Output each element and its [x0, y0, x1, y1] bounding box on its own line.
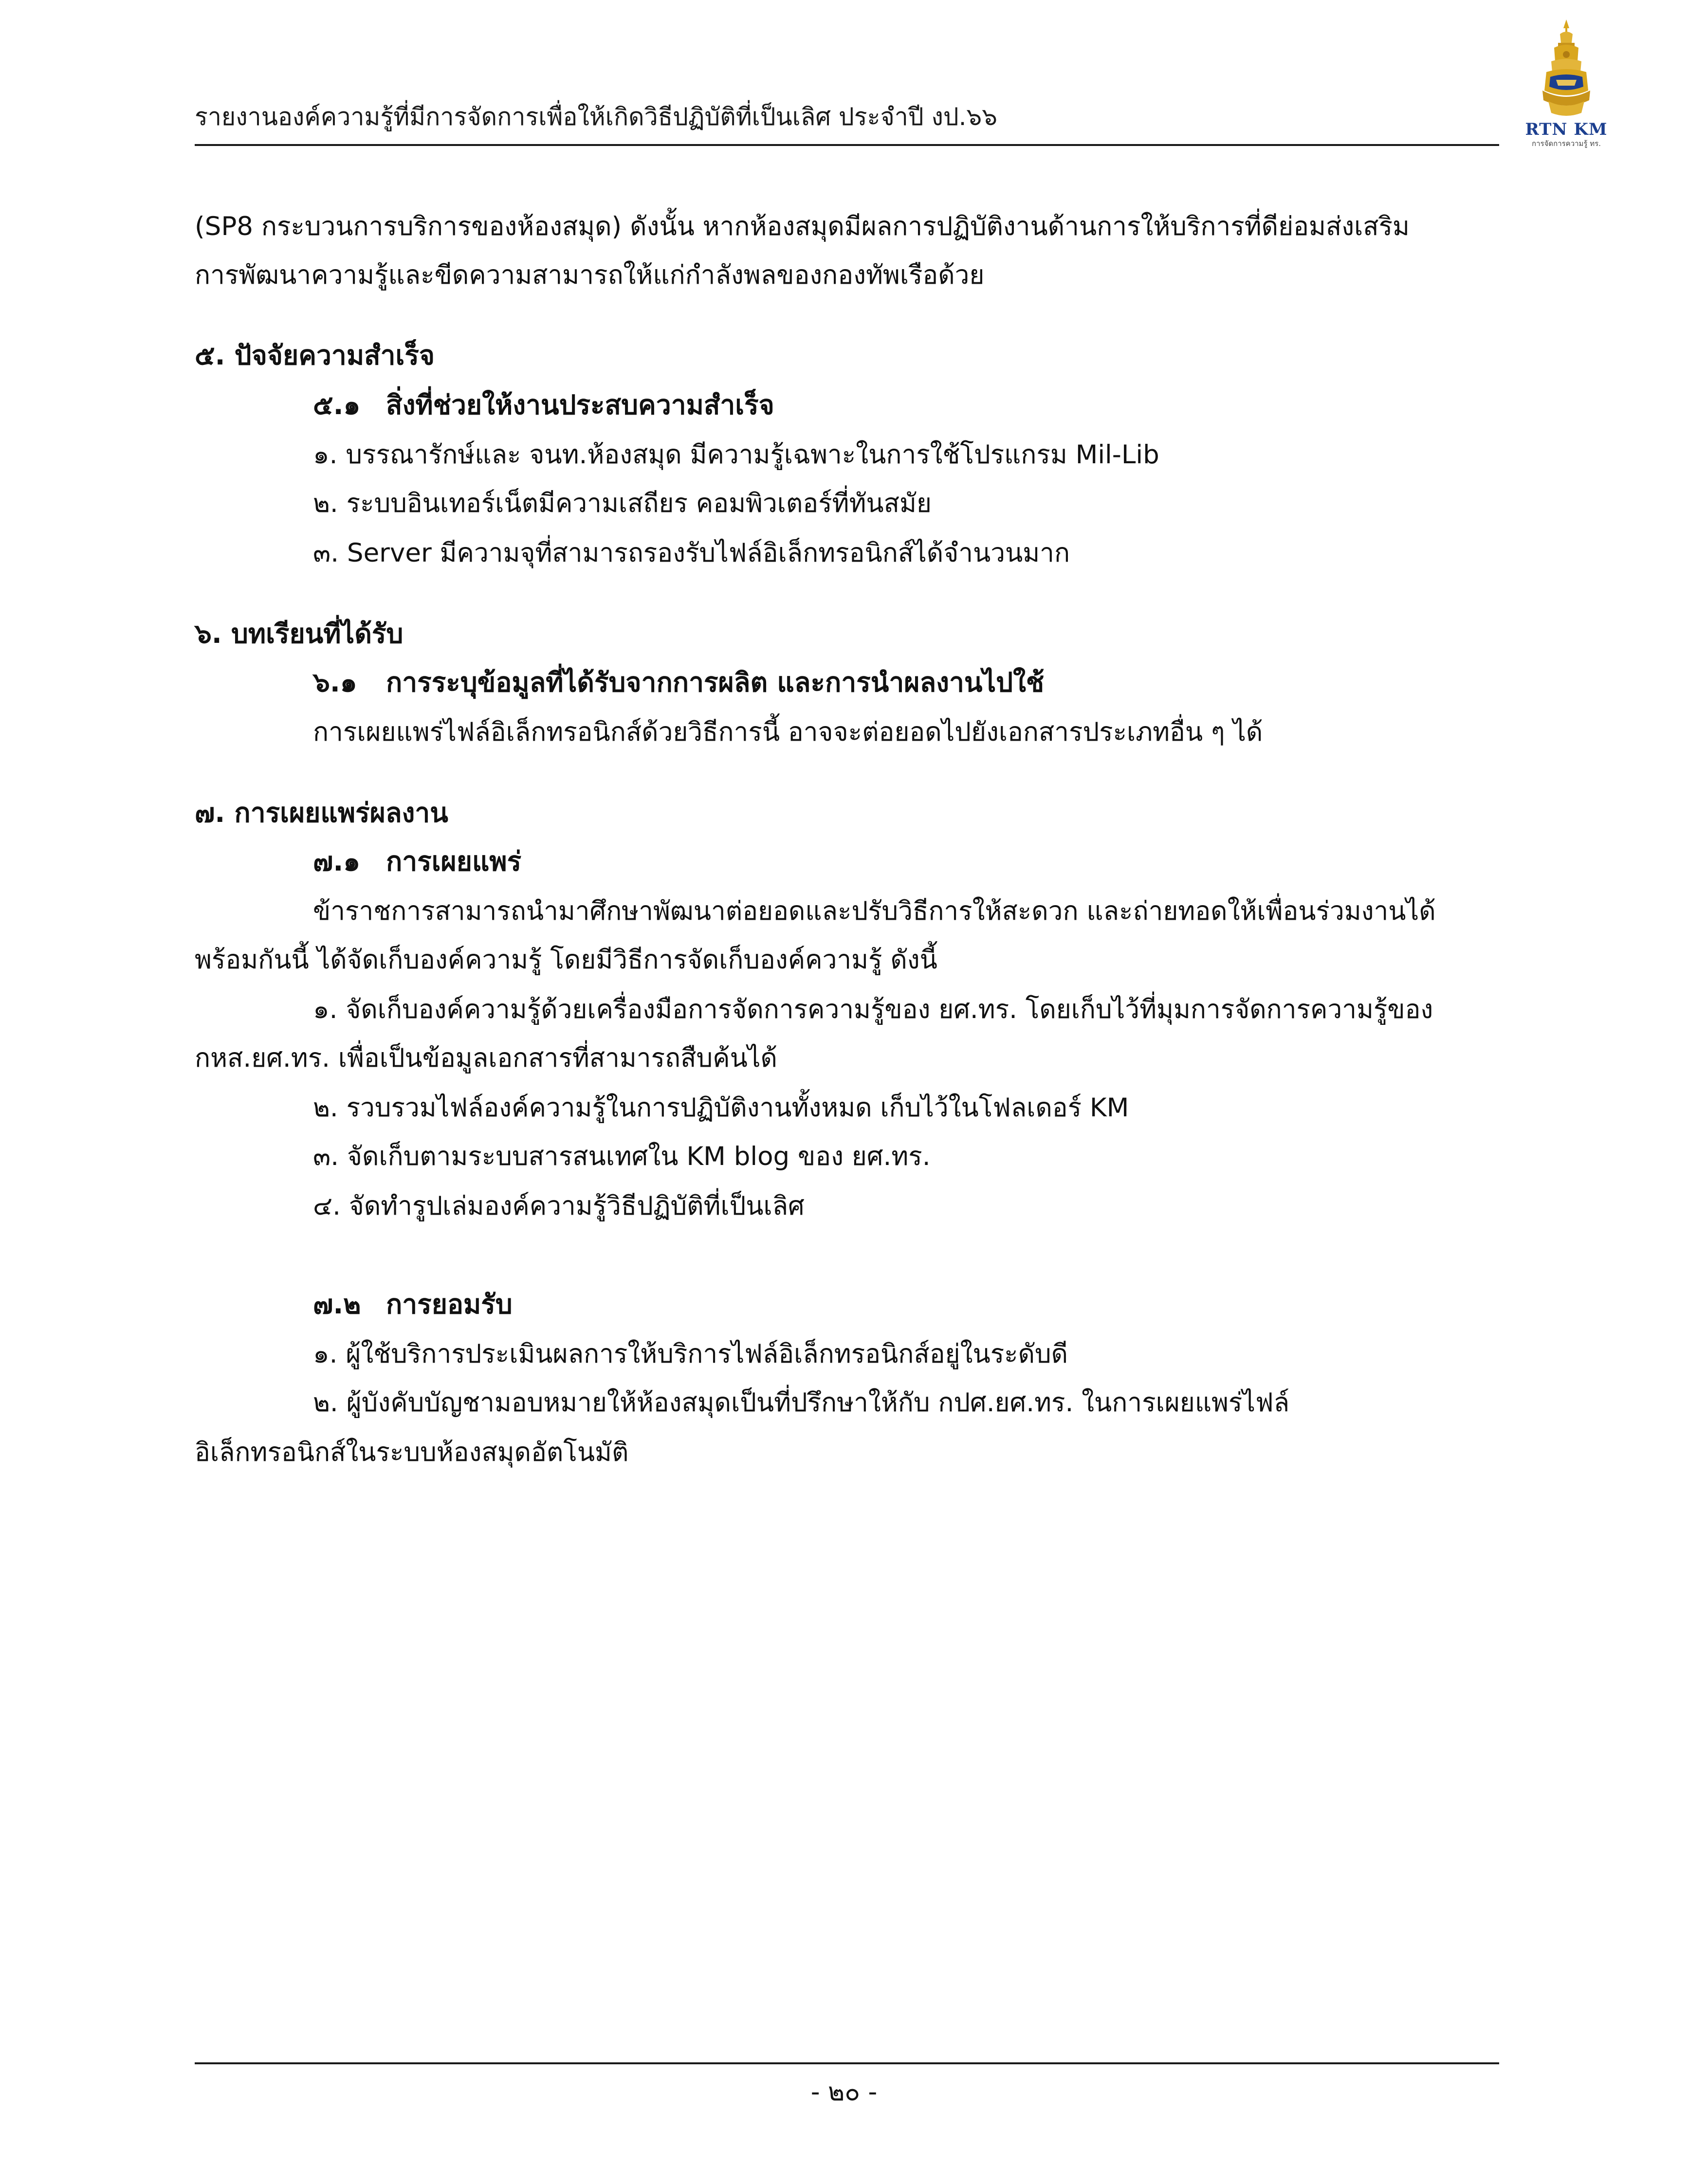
section-7-para-line-2: พร้อมกันนี้ ได้จัดเก็บองค์ความรู้ โดยมีวิธีการจัดเก็บองค์ความรู้ ดังนี้ [195, 945, 937, 975]
section-5-1-number: ๕.๑ [313, 389, 361, 420]
section-7-item-1-line-1: ๑. จัดเก็บองค์ความรู้ด้วยเครื่องมือการจัดการความรู้ของ ยศ.ทร. โดยเก็บไว้ที่มุมการจัดการความรู้ของ [313, 995, 1433, 1024]
header-divider [195, 144, 1499, 146]
section-5-1-heading [313, 387, 774, 423]
section-7-2-title: การยอมรับ [386, 1289, 513, 1320]
section-5-item-2: ๒. ระบบอินเทอร์เน็ตมีความเสถียร คอมพิวเตอร์ที่ทันสมัย [313, 489, 932, 518]
section-7-1-heading [313, 843, 521, 880]
section-5-item-1: ๑. บรรณารักษ์และ จนท.ห้องสมุด มีความรู้เฉพาะในการใช้โปรแกรม Mil-Lib [313, 440, 1159, 470]
acceptance-item-1: ๑. ผู้ใช้บริการประเมินผลการให้บริการไฟล์อิเล็กทรอนิกส์อยู่ในระดับดี [313, 1339, 1068, 1369]
section-7-item-4: ๔. จัดทำรูปเล่มองค์ความรู้วิธีปฏิบัติที่เป็นเลิศ [313, 1191, 805, 1221]
rtn-km-logo [1518, 18, 1615, 148]
section-7-item-3: ๓. จัดเก็บตามระบบสารสนเทศใน KM blog ของ ยศ.ทร. [313, 1142, 931, 1171]
section-6-1-heading [313, 664, 1044, 701]
section-7-2-number: ๗.๒ [313, 1289, 361, 1320]
acceptance-item-2-line-1: ๒. ผู้บังคับบัญชามอบหมายให้ห้องสมุดเป็นที่ปรึกษาให้กับ กปศ.ยศ.ทร. ในการเผยแพร่ไฟล์ [313, 1388, 1290, 1418]
section-7-heading: ๗. การเผยแพร่ผลงาน [195, 797, 448, 828]
section-5-1-title: สิ่งที่ช่วยให้งานประสบความสำเร็จ [386, 389, 774, 420]
logo-subtext: การจัดการความรู้ ทร. [1532, 139, 1601, 148]
section-7-item-2: ๒. รวบรวมไฟล์องค์ความรู้ในการปฏิบัติงานทั้งหมด เก็บไว้ในโฟลเดอร์ KM [313, 1093, 1129, 1123]
section-5-item-3: ๓. Server มีความจุที่สามารถรองรับไฟล์อิเล็กทรอนิกส์ได้จำนวนมาก [313, 538, 1070, 568]
intro-line-2: การพัฒนาความรู้และขีดความสามารถให้แก่กำลังพลของกองทัพเรือด้วย [195, 260, 985, 290]
logo-text: RTN KM [1525, 120, 1608, 139]
section-7-para-line-1: ข้าราชการสามารถนำมาศึกษาพัฒนาต่อยอดและปรับวิธีการให้สะดวก และถ่ายทอดให้เพื่อนร่วมงานได้ [313, 896, 1436, 926]
section-7-1-number: ๗.๑ [313, 846, 361, 877]
intro-line-1: (SP8 กระบวนการบริการของห้องสมุด) ดังนั้น หากห้องสมุดมีผลการปฏิบัติงานด้านการให้บริการที่ดีย่อมส่งเสริม [195, 212, 1410, 241]
section-6-1-title: การระบุข้อมูลที่ได้รับจากการผลิต และการนำผลงานไปใช้ [386, 667, 1045, 698]
page-number: - ๒๐ - [810, 2077, 878, 2107]
section-6-text: การเผยแพร่ไฟล์อิเล็กทรอนิกส์ด้วยวิธีการนี้ อาจจะต่อยอดไปยังเอกสารประเภทอื่น ๆ ได้ [313, 717, 1263, 747]
section-7-1-title: การเผยแพร่ [386, 846, 522, 877]
section-6-heading: ๖. บทเรียนที่ได้รับ [195, 618, 404, 649]
section-7-item-1-line-2: กหส.ยศ.ทร. เพื่อเป็นข้อมูลเอกสารที่สามารถสืบค้นได้ [195, 1043, 777, 1073]
section-7-2-heading [313, 1286, 513, 1323]
section-6-1-number: ๖.๑ [313, 667, 357, 698]
footer-divider [195, 2062, 1499, 2064]
acceptance-item-2-line-2: อิเล็กทรอนิกส์ในระบบห้องสมุดอัตโนมัติ [195, 1438, 629, 1467]
header-title: รายงานองค์ความรู้ที่มีการจัดการเพื่อให้เกิดวิธีปฏิบัติที่เป็นเลิศ ประจำปี งป.๖๖ [195, 103, 997, 131]
section-5-heading: ๕. ปัจจัยความสำเร็จ [195, 340, 435, 371]
crown-emblem-icon [1540, 18, 1593, 120]
